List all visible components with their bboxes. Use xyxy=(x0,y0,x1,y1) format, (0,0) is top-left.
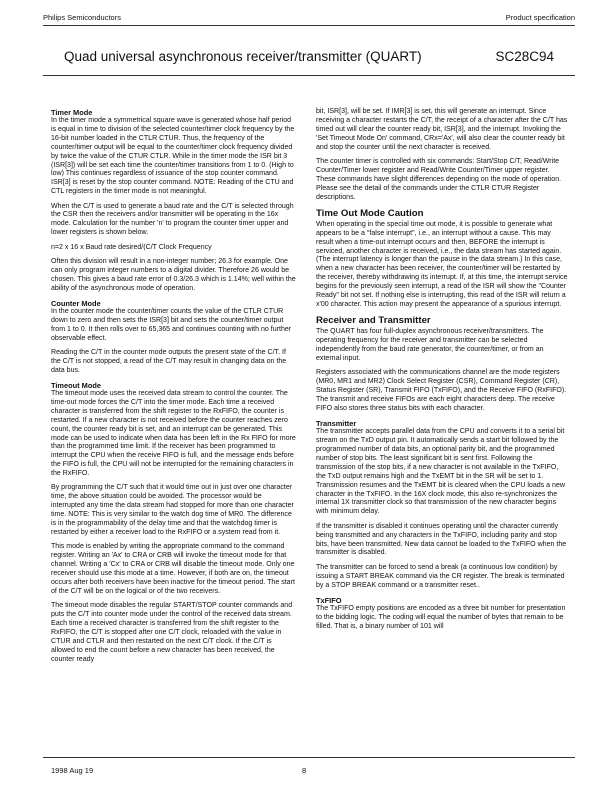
transmitter-paragraph-1: The transmitter accepts parallel data from the CPU and converts it to a serial bit stream on the TxD output pin. It automatically sends a start bit followed by the programmed number of data bits, an optional parity bit, and the programmed number of stop bits. The least significant bit is sent first. Following the transmission of the stop bits, if a new character is not available in the TxFIFO, the TxD output remains high and the TxEMT bit in the SR will be set to 1. Transmission resumes and the TxEMT bit is cleared when the CPU loads a new character in the TxFIFO. In the 16X clock mode, this also re-synchronizes the internal 1X transmitter clock so that transmission of the new character begins with minimum delay. xyxy=(316,428,565,516)
footer-date: 1998 Aug 19 xyxy=(51,766,94,775)
timeout-caution-heading: Time Out Mode Caution xyxy=(316,207,424,219)
continued-paragraph-2: The counter timer is controlled with six commands: Start/Stop C/T, Read/Write Counter/Timer lower register and Read/Write Counter/Timer upper register. These commands have slight differences depending on the mode of operation. Please see the detail of the commands under the CTLR CTUR Register descriptions. xyxy=(316,157,562,201)
counter-mode-paragraph-1: In the counter mode the counter/timer counts the value of the CTLR CTUR down to zero and then sets the ISR[3] bit and sets the counter/timer output from 1 to 0. It then rolls over to 65,365 and continues counting with no further observable effect. xyxy=(51,307,292,342)
company-name: Philips Semiconductors xyxy=(43,13,121,22)
counter-mode-paragraph-2: Reading the C/T in the counter mode outputs the present state of the C/T. If the C/T is not stopped, a read of the C/T may result in changing data on the data bus. xyxy=(51,348,287,374)
header-rule-bottom xyxy=(43,75,575,76)
transmitter-heading: Transmitter xyxy=(316,419,357,429)
timeout-caution-paragraph: When operating in the special time out mode, it is possible to generate what appears to be a "false interrupt", i.e., an interrupt without a cause. This may result when a time-out interrupt occurs and then, BEFORE the interrupt is serviced, another character is received, i.e., the data stream has started again. (The interrupt latency is longer than the pause in the data stream.) In this case, when a new character has been receiver, the counter/timer will be restarted by the receiver, thereby withdrawing its interrupt. If, at this time, the interrupt service begins for the previously seen interrupt, a read of the ISR will show the "Counter Ready" bit not set. If nothing else is interrupting, this read of the ISR will return a x'00 character. This action may present the appearance of a spurious interrupt. xyxy=(316,220,568,308)
continued-paragraph-1: bit, ISR[3], will be set. If IMR[3] is set, this will generate an interrupt. Since receiving a character restarts the C/T, the receipt of a character after the C/T has timed out will clear the counter ready bit, ISR[3], and the interrupt. Invoking the 'Set Timeout Mode On' command, CRx='Ax', will also clear the counter ready bit and stop the counter until the next character is received. xyxy=(316,108,568,151)
timeout-mode-paragraph-4: The timeout mode disables the regular START/STOP counter commands and puts the C/T into counter mode under the control of the received data stream. Each time a received character is transferred from the shift register to the RxFIFO, the C/T is stopped after one C/T clock, reloaded with the value in CTUR and CTLR and then restarted on the next C/T clock. If the C/T is allowed to end the count before a new character has been received, the counter ready xyxy=(51,602,293,663)
timeout-mode-paragraph-2: By programming the C/T such that it would time out in just over one character time, the above situation could be avoided. The processor would be interrupted any time the data stream had stopped for more than one character time. NOTE: This is very similar to the watch dog time of MR0. The difference is in the programmability of the delay time and that the watchdog timer is restarted by either a receiver load to the RxFIFO or a system read from it. xyxy=(51,484,294,536)
receiver-transmitter-paragraph-2: Registers associated with the communications channel are the mode registers (MR0, MR1 and MR2) Clock Select Register (CSR), Command Register (CR), Status Register (SR), Transmit FIFO (TxFIFO), and the Receive FIFO (RxFIFO). The transmit and receive FIFOs are each eight characters deep. The receive FIFO also stores three status bits with each character. xyxy=(316,369,567,412)
timer-mode-paragraph-3: Often this division will result in a non-integer number; 26.3 for example. One can only program integer numbers to a digital divider. Therefore 26 would be chosen. This gives a baud rate error of 0.3/26.3 which is 1.14%; well within the ability of the asynchronous mode of operation. xyxy=(51,257,296,292)
footer-rule xyxy=(43,757,575,758)
part-number: SC28C94 xyxy=(495,49,554,64)
timeout-mode-heading: Timeout Mode xyxy=(51,381,101,390)
left-column xyxy=(51,108,297,670)
page-number: 8 xyxy=(302,766,307,775)
document-type: Product specification xyxy=(505,13,575,22)
transmitter-paragraph-2: If the transmitter is disabled it continues operating until the character currently being transmitted and any characters in the TxFIFO, including parity and stop bits, have been transmitted. New data cannot be loaded to the TxFIFO when the transmitter is disabled. xyxy=(316,522,567,557)
timer-mode-heading: Timer Mode xyxy=(51,108,93,117)
receiver-transmitter-paragraph-1: The QUART has four full-duplex asynchronous receiver/transmitters. The operating frequency for the receiver and transmitter can be selected independently from the baud rate generator, the counter/timer, or from an external input. xyxy=(316,328,544,363)
timer-mode-paragraph-1: In the timer mode a symmetrical square wave is generated whose half period is equal in time to division of the selected counter/timer clock frequency by the 16-bit number loaded in the CTLR CTUR. Thus, the frequency of the counter/timer output will be equal to the counter/timer clock frequency divided by twice the value of the CTUR CTLR. While in the timer mode the ISR bit 3 (ISR[3]) will be set each time the counter/timer transitions from 1 to 0. (High to low) This continues regardless of issuance of the stop counter command. ISR[3] is reset by the stop counter command. NOTE: Reading of the CTU and CTL registers in the timer mode is not meaningful. xyxy=(51,117,295,196)
receiver-transmitter-heading: Receiver and Transmitter xyxy=(316,315,431,327)
counter-mode-heading: Counter Mode xyxy=(51,298,101,308)
title-row xyxy=(64,49,554,64)
document-title: Quad universal asynchronous receiver/transmitter (QUART) xyxy=(64,49,422,64)
baud-formula: n=2 x 16 x Baud rate desired/(C/T Clock Frequency xyxy=(51,243,212,251)
txfifo-paragraph: The TxFIFO empty positions are encoded as a three bit number for presentation to the bidding logic. The coding will equal the number of bytes that remain to be filled. That is, a binary number of 101 will xyxy=(316,604,566,630)
timer-mode-paragraph-2: When the C/T is used to generate a baud rate and the C/T is selected through the CSR then the receivers and/or transmitter will be operating in the 16x mode. Calculation for the number 'n' to program the counter timer upper and lower registers is shown below. xyxy=(51,202,294,237)
header-rule-top xyxy=(43,25,575,26)
txfifo-heading: TxFIFO xyxy=(316,595,342,605)
timeout-mode-paragraph-3: This mode is enabled by writing the appropriate command to the command register. Writing an 'Ax' to CRA or CRB will invoke the timeout mode for that channel. Writing a 'Cx' to CRA or CRB will disable the timeout mode. Only one receiver should use this mode at a time. However, if both are on, the timeout occurs after both receivers have been inactive for the timeout period. The start of the C/T will be on the logical or of the two receivers. xyxy=(51,543,295,595)
timeout-mode-paragraph-1: The timeout mode uses the received data stream to control the counter. The time-out mode forces the C/T into the timer mode. Each time a received character is transferred from the shift register to the RxFIFO, the counter is restarted. If a new character is not received before the counter reaches zero count, the counter ready bit is set, and an interrupt can be generated. This mode can be used to indicate when data has been left in the Rx FIFO for more than the programmed time limit. If the receiver has been programmed to interrupt the CPU when the receive FIFO is full, and the message ends before the FIFO is full, the CPU will not be interrupted for the remaining characters in the RxFIFO. xyxy=(51,390,296,478)
right-column xyxy=(316,108,568,637)
transmitter-paragraph-3: The transmitter can be forced to send a break (a continuous low condition) by issuing a START BREAK command via the CR register. The break is terminated by a STOP BREAK command or a transmitter reset.. xyxy=(316,563,565,589)
